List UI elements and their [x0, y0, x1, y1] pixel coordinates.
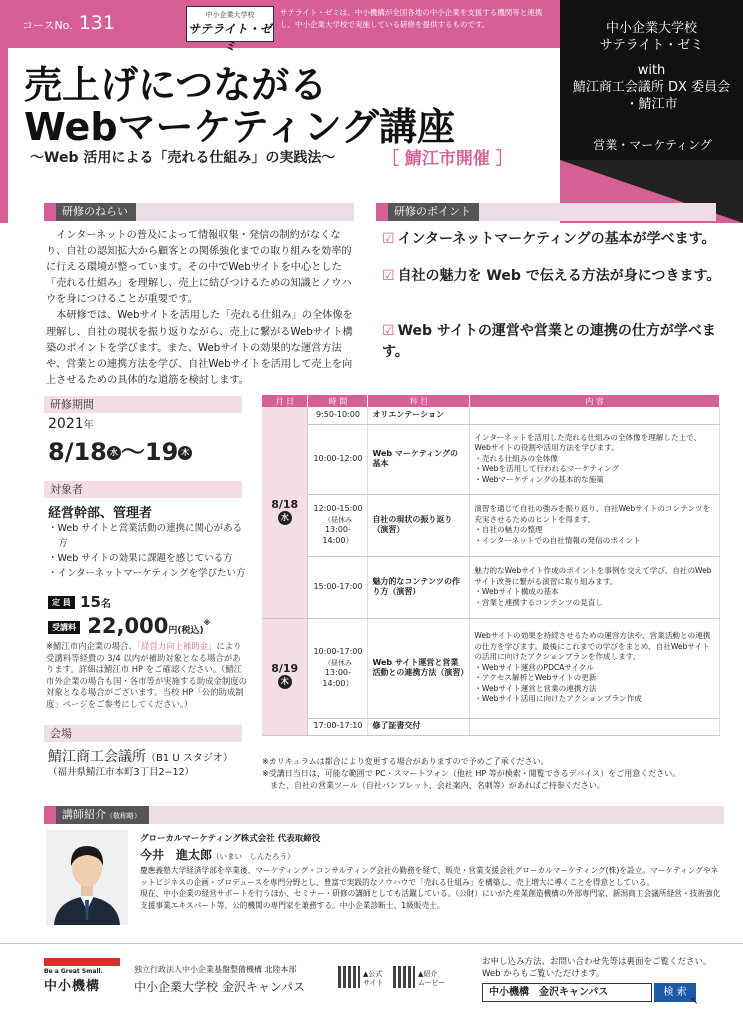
venue-name: 鯖江商工会議所（B1 U スタジオ）: [48, 749, 233, 765]
table-row: [262, 618, 720, 718]
check-icon: ☑: [382, 231, 395, 247]
points-heading: 研修のポイント: [376, 203, 716, 221]
page-subtitle: ～Web 活用による「売れる仕組み」の実践法～: [30, 150, 336, 166]
target-heading: 対象者: [44, 481, 242, 498]
instructor-company: グローカルマーケティング株式会社 代表取締役: [140, 834, 321, 844]
organizer-line: ・鯖江市: [625, 97, 678, 112]
accent-bar: [0, 48, 8, 223]
page-title-line2: Webマーケティング講座: [24, 105, 455, 149]
footer-divider: [0, 943, 743, 944]
search-button[interactable]: 検 索: [654, 983, 696, 1002]
apply-text: お申し込み方法、お問い合わせ先等は裏面をご覧ください。 Web からもご覧いただけます。: [482, 957, 712, 979]
content-cell: Webサイトの効果を持続させるための運営方法や、営業活動との連携の仕方を学びます。最後にこれまでの学びをまとめ、自社Webサイトの活用に向けたアクションプランを作成します。 ・Webサイト運営のPDCAサイクル ・アクセス解析とWebサイトの更新 ・Webサイト運営と営業の連携方法 ・Webサイト活用に向けたアクションプラン作成: [470, 618, 720, 718]
fee-note: ※鯖江市内企業の場合、「経営力向上補助金」により受講料等経費の 3/4 以内が補助対象となる場合があります。詳細は鯖江市 HP をご確認ください。（鯖江市外企業の場合も国・各市等が実施する助成金制度の対象となる場合がございます。当校 HP「公的助成制度」ページをご参考にしてください。）: [46, 641, 247, 709]
schedule-table: [262, 395, 720, 736]
fee: 受講料 22,000円(税込)※: [48, 614, 210, 638]
check-icon: ☑: [382, 323, 395, 339]
table-row: [262, 494, 720, 556]
venue-heading: 会場: [44, 725, 242, 742]
course-number: コースNo. 131: [22, 12, 115, 34]
venue-tag: ［ 鯖江市開催 ］: [382, 149, 513, 169]
satellite-logo: 中小企業大学校 サテライト・ゼミ: [186, 6, 274, 42]
organizer-line: 中小企業大学校: [605, 21, 697, 36]
cursor-icon: ↖: [690, 996, 699, 1007]
target-item: ・Web サイトと営業活動の連携に関心がある方: [48, 523, 243, 549]
subject-cell: オリエンテーション: [368, 407, 470, 424]
column-header: 時 間: [308, 395, 368, 407]
campus-name: 中小企業大学校 金沢キャンパス: [134, 980, 305, 994]
content-cell: 演習を通じて自社の強みを振り返り、自社Webサイトのコンテンツを充実させるためのヒントを得ます。 ・自社の魅力の整理 ・インターネットでの自社情報の発信のポイント: [470, 494, 720, 556]
instructor-heading: 講師紹介（敬称略）: [44, 806, 724, 824]
venue-address: （福井県鯖江市本町3丁目2−12）: [48, 767, 195, 778]
day-cell: 8/19 木: [262, 618, 308, 735]
time-cell: 10:00-17:00 （昼休み 13:00-14:00）: [308, 618, 368, 718]
instructor-name: 今井 進太郎（いまい しんたろう）: [140, 848, 295, 862]
time-cell: 9:50-10:00: [308, 407, 368, 424]
target-list: [48, 521, 248, 581]
field-label: 営業・マーケティング: [593, 138, 712, 152]
smrj-logo: Be a Great Small. 中小機構: [44, 958, 120, 994]
organizer-line: サテライト・ゼミ: [599, 38, 704, 53]
subject-cell: 魅力的なコンテンツの作り方（演習）: [368, 556, 470, 618]
point-item: ☑ 自社の魅力を Web で伝える方法が身につきます。: [382, 268, 721, 284]
period-year: 2021年: [48, 416, 94, 432]
instructor-photo: [46, 830, 128, 925]
column-header: 科 目: [368, 395, 470, 407]
table-row: [262, 407, 720, 424]
day-cell: 8/18 水: [262, 407, 308, 618]
org-name: 独立行政法人中小企業基盤整備機構 北陸本部: [134, 965, 297, 974]
qr-code-icon[interactable]: [393, 966, 415, 988]
aim-text: インターネットの普及によって情報収集・発信の制約がなくなり、自社の認知拡大から顧客との関係強化までの取り組みを効率的に行える環境が整っています。その中でWebサイトを中心とした「売れる仕組み」を理解し、売上に結びつけるための知識とノウハウを身につけることが重要です。 本研修では、Webサイトを活用した「売れる仕組み」の全体像を理解し、自社の現状を振り返りながら、売上に繋がるWebサイト構築のポイントを学びます。また、Webサイトの効果的な運営方法や、営業との連携方法を学び、自社Webサイトを活用して売上を向上させるための具体的な道筋を検討します。: [46, 230, 353, 386]
point-item: ☑ インターネットマーケティングの基本が学べます。: [382, 231, 716, 247]
target-item: ・インターネットマーケティングを学びたい方: [48, 568, 246, 579]
time-cell: 15:00-17:00: [308, 556, 368, 618]
header-description: サテライト・ゼミは、中小機構が全国各地の中小企業を支援する機関等と連携し、中小企業大学校で実施している研修を提供するものです。: [280, 8, 543, 29]
content-cell: [470, 718, 720, 735]
page-title-line1: 売上げにつながる: [24, 63, 328, 107]
check-icon: ☑: [382, 268, 395, 284]
subject-cell: Web マーケティングの基本: [368, 424, 470, 494]
content-cell: インターネットを活用した売れる仕組みの全体像を理解した上で、Webサイトの役割や活用方法を学びます。 ・売れる仕組みの全体像 ・Webを活用して行われるマーケティング ・Webマーケティングの基本的な施策: [470, 424, 720, 494]
table-row: [262, 718, 720, 735]
qr-label: ▲公式 サイト: [363, 970, 384, 987]
point-item: ☑ Web サイトの運営や営業との連携の仕方が学べます。: [382, 323, 716, 360]
qr-label: ▲紹介 ムービー: [418, 970, 446, 987]
content-cell: 魅力的なWebサイト作成のポイントを事例を交えて学び、自社のWebサイト改善に繋がる演習に取り組みます。 ・Webサイト構成の基本 ・営業と連携するコンテンツの見直し: [470, 556, 720, 618]
content-cell: [470, 407, 720, 424]
column-header: 月 日: [262, 395, 308, 407]
organizer-line: with: [637, 63, 666, 78]
subject-cell: 修了証書交付: [368, 718, 470, 735]
time-cell: 17:00-17:10: [308, 718, 368, 735]
time-cell: 10:00-12:00: [308, 424, 368, 494]
organizer-line: 鯖江商工会議所 DX 委員会: [572, 80, 731, 95]
table-header-row: [262, 395, 720, 407]
instructor-bio: 慶應義塾大学経済学部を卒業後、マーケティング・コンサルティング会社の勤務を経て、販売・営業支援会社グローカルマーケティング(株)を設立。マーケティングやネットビジネスの企画・プロデュースを専門分野とし、豊富で実践的なノウハウで「売れる仕組み」を構築し、売上増大に導くことを得意としている。 現在、中小企業の経営サポートを行うほか、セミナー・研修の講師としても活躍している。（公財）にいがた産業創造機構の外部専門家、新潟商工会議所経営・技術強化支援事業エキスパート等、公的機関の専門家を兼務する。中小企業診断士、1級販売士。: [140, 866, 721, 910]
time-cell: 12:00-15:00 （昼休み 13:00-14:00）: [308, 494, 368, 556]
capacity: 定 員 15名: [48, 593, 111, 611]
target-main: 経営幹部、管理者: [48, 506, 153, 521]
subject-cell: 自社の現状の振り返り（演習）: [368, 494, 470, 556]
aim-heading: 研修のねらい: [44, 203, 354, 221]
table-row: [262, 556, 720, 618]
period-dates: 8/18 水 ～19 木: [48, 432, 192, 467]
column-header: 内 容: [470, 395, 720, 407]
qr-code-icon[interactable]: [338, 966, 360, 988]
target-item: ・Web サイトの効果に課題を感じている方: [48, 553, 233, 564]
schedule-notes: ※カリキュラムは都合により変更する場合がありますので予めご了承ください。 ※受講日当日は、可能な範囲で PC・スマートフォン（他社 HP 等が検索・閲覧できるデバイス）をご用意ください。 また、自社の営業ツール（自社パンフレット、会社案内、名刺等）があればご持参ください。: [262, 757, 681, 790]
search-input[interactable]: 中小機構 金沢キャンパス: [482, 983, 652, 1002]
table-row: [262, 424, 720, 494]
subject-cell: Web サイト運営と営業活動との連携方法（演習）: [368, 618, 470, 718]
period-heading: 研修期間: [44, 396, 242, 413]
